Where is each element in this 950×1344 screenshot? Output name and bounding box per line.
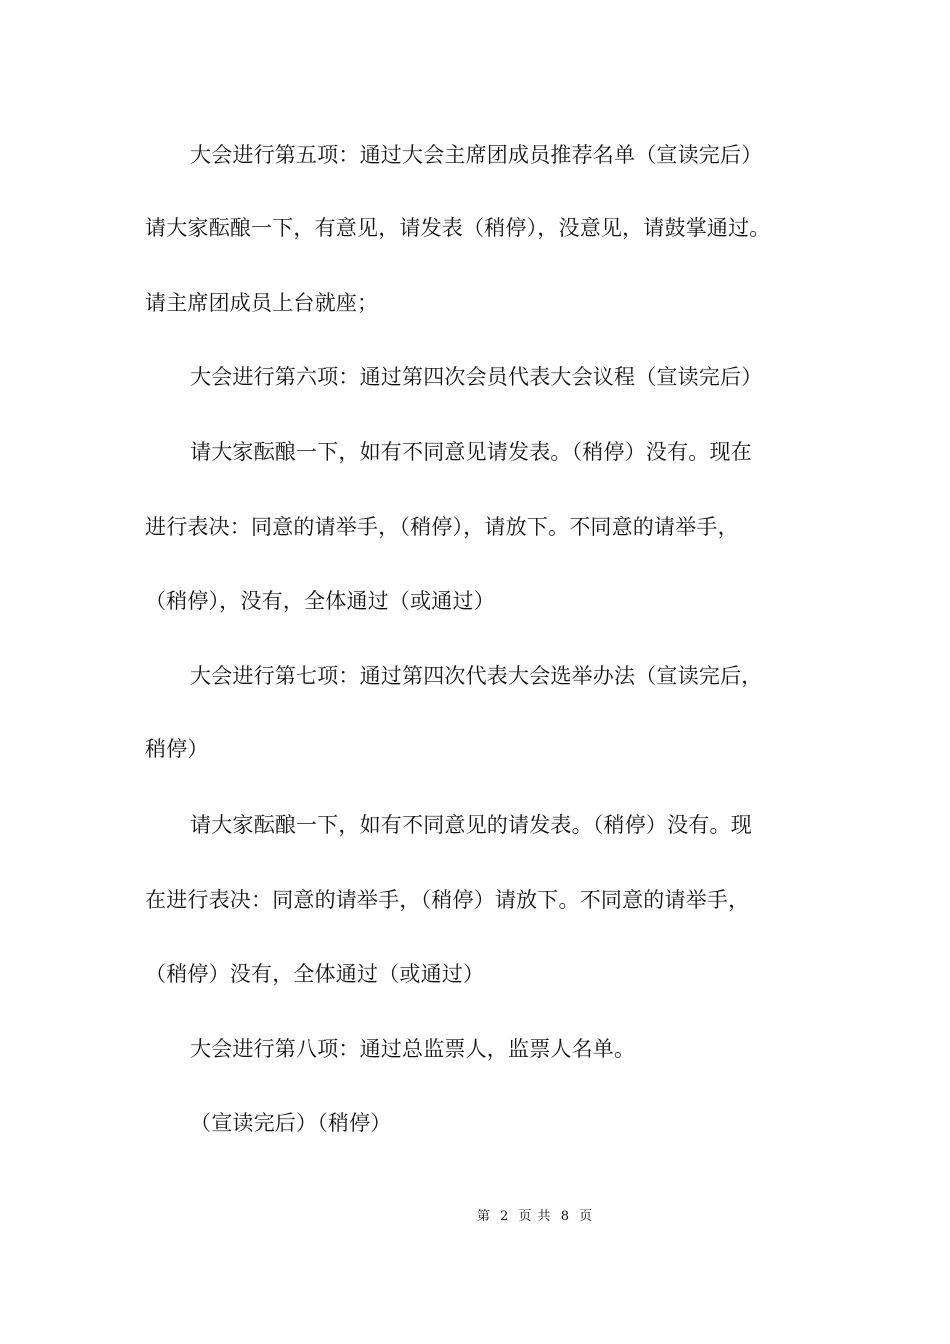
- paragraph-line: 请主席团成员上台就座；: [145, 291, 379, 315]
- paragraph-line: 请大家酝酿一下，如有不同意见的请发表。（稍停）没有。现: [190, 813, 752, 837]
- footer-suffix: 页: [579, 1209, 594, 1224]
- paragraph-line: 大会进行第七项：通过第四次代表大会选举办法（宣读完后，: [190, 664, 763, 688]
- paragraph-line: （稍停），没有，全体通过（或通过）: [145, 589, 495, 613]
- footer-prefix: 第: [476, 1209, 491, 1224]
- paragraph-line: 大会进行第八项：通过总监票人，监票人名单。: [190, 1037, 636, 1061]
- paragraph-line: 大会进行第六项：通过第四次会员代表大会议程（宣读完后）: [190, 365, 763, 389]
- paragraph-line: 稍停）: [145, 737, 209, 761]
- paragraph-line: （宣读完后）（稍停）: [190, 1111, 392, 1135]
- paragraph-line: 请大家酝酿一下，如有不同意见请发表。（稍停）没有。现在: [190, 440, 752, 464]
- paragraph-line: 请大家酝酿一下，有意见，请发表（稍停），没意见，请鼓掌通过。: [145, 216, 771, 240]
- paragraph-line: （稍停）没有，全体通过（或通过）: [145, 962, 485, 986]
- footer-page-number: 2: [500, 1209, 510, 1224]
- footer-total-pages: 8: [560, 1209, 570, 1224]
- paragraph-line: 进行表决：同意的请举手，（稍停），请放下。不同意的请举手，: [145, 515, 739, 539]
- paragraph-line: 在进行表决：同意的请举手，（稍停）请放下。不同意的请举手，: [145, 888, 750, 912]
- paragraph-line: 大会进行第五项：通过大会主席团成员推荐名单（宣读完后）: [190, 143, 763, 167]
- page-footer: [0, 1208, 950, 1226]
- footer-middle: 页 共: [518, 1209, 552, 1224]
